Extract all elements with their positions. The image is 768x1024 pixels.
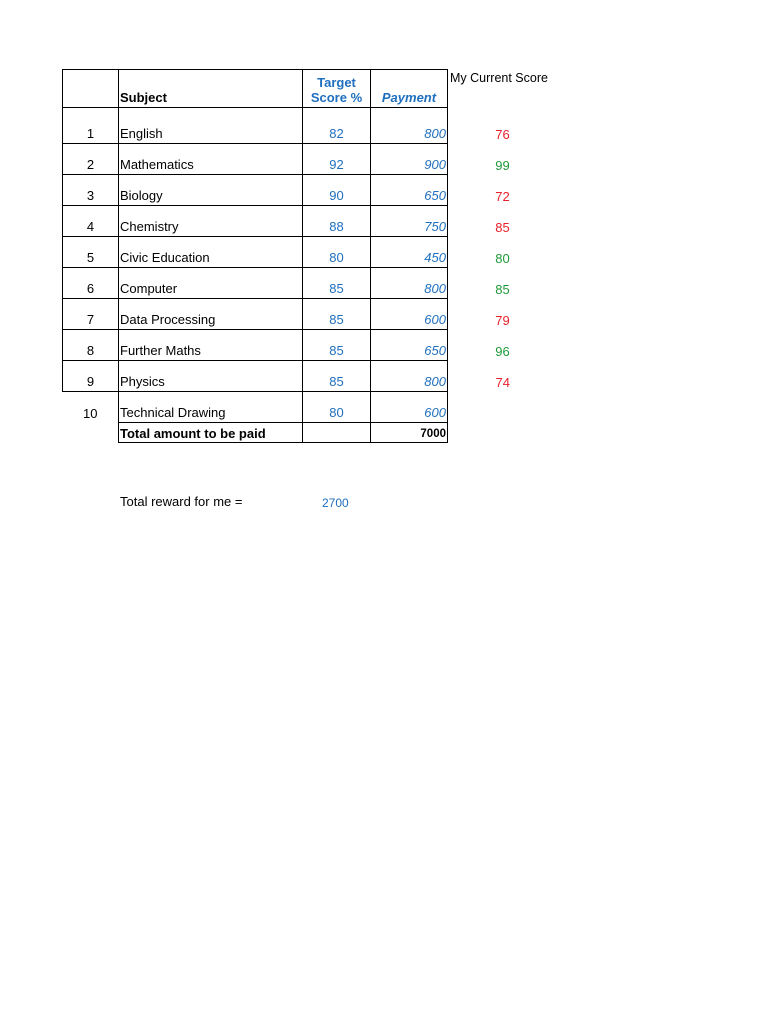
current-score-cell: 79 [495, 312, 510, 328]
subject-cell: Mathematics [119, 144, 303, 175]
target-score-cell: 80 [303, 237, 371, 268]
table-row [63, 206, 558, 237]
row-number-cell: 2 [63, 144, 119, 175]
payment-cell: 600 [371, 299, 448, 330]
table-row [63, 268, 558, 299]
subject-cell: English [119, 108, 303, 144]
total-reward-label: Total reward for me = [120, 494, 243, 509]
table-row [63, 330, 558, 361]
table-row [63, 361, 558, 392]
total-label: Total amount to be paid [119, 423, 303, 443]
row-number-cell: 8 [63, 330, 119, 361]
table-row [63, 108, 558, 144]
current-score-cell: 85 [495, 281, 510, 297]
table-row [63, 237, 558, 268]
subject-cell: Biology [119, 175, 303, 206]
table-header-row [63, 70, 558, 108]
row-number-cell: 7 [63, 299, 119, 330]
table-row [63, 175, 558, 206]
payment-cell: 650 [371, 330, 448, 361]
target-header-line1: Target [317, 75, 356, 90]
target-score-cell: 80 [303, 392, 371, 423]
payment-cell: 800 [371, 108, 448, 144]
total-row [63, 423, 558, 443]
row-number-cell: 3 [63, 175, 119, 206]
target-score-header [303, 70, 371, 108]
payment-cell: 600 [371, 392, 448, 423]
current-score-header: My Current Score [450, 70, 548, 85]
table-row [63, 392, 558, 423]
payment-cell: 800 [371, 361, 448, 392]
current-score-cell: 76 [495, 126, 510, 142]
row-number-cell: 6 [63, 268, 119, 299]
subject-cell: Civic Education [119, 237, 303, 268]
current-score-cell: 85 [495, 219, 510, 235]
total-reward-value: 2700 [322, 496, 349, 510]
table-row [63, 144, 558, 175]
target-score-cell: 90 [303, 175, 371, 206]
row-number-cell: 1 [63, 108, 119, 144]
total-spacer-cell [63, 423, 119, 443]
subject-header: Subject [119, 70, 303, 108]
table-row [63, 299, 558, 330]
row-number-cell: 4 [63, 206, 119, 237]
payment-cell: 650 [371, 175, 448, 206]
payment-cell: 750 [371, 206, 448, 237]
number-header-cell [63, 70, 119, 108]
subject-cell: Chemistry [119, 206, 303, 237]
target-header-line2: Score % [310, 90, 363, 105]
subject-cell: Computer [119, 268, 303, 299]
score-table [62, 69, 558, 443]
target-score-cell: 85 [303, 299, 371, 330]
payment-header: Payment [371, 70, 448, 108]
current-score-cell: 74 [495, 374, 510, 390]
total-empty-cell [303, 423, 371, 443]
target-score-cell: 92 [303, 144, 371, 175]
subject-cell: Data Processing [119, 299, 303, 330]
target-score-cell: 85 [303, 268, 371, 299]
payment-cell: 900 [371, 144, 448, 175]
subject-cell: Technical Drawing [119, 392, 303, 423]
row-number-cell: 10 [83, 405, 98, 421]
current-score-cell: 72 [495, 188, 510, 204]
current-score-cell: 99 [495, 157, 510, 173]
target-score-cell: 88 [303, 206, 371, 237]
row-number-cell: 9 [63, 361, 119, 392]
target-score-cell: 82 [303, 108, 371, 144]
target-score-cell: 85 [303, 330, 371, 361]
total-value: 7000 [371, 423, 448, 443]
subject-cell: Physics [119, 361, 303, 392]
total-after-cell [448, 423, 558, 443]
target-score-cell: 85 [303, 361, 371, 392]
current-score-cell: 96 [495, 343, 510, 359]
current-score-cell: 80 [495, 250, 510, 266]
row-number-cell: 5 [63, 237, 119, 268]
current-score-cell [448, 392, 558, 423]
payment-cell: 450 [371, 237, 448, 268]
subject-cell: Further Maths [119, 330, 303, 361]
payment-cell: 800 [371, 268, 448, 299]
